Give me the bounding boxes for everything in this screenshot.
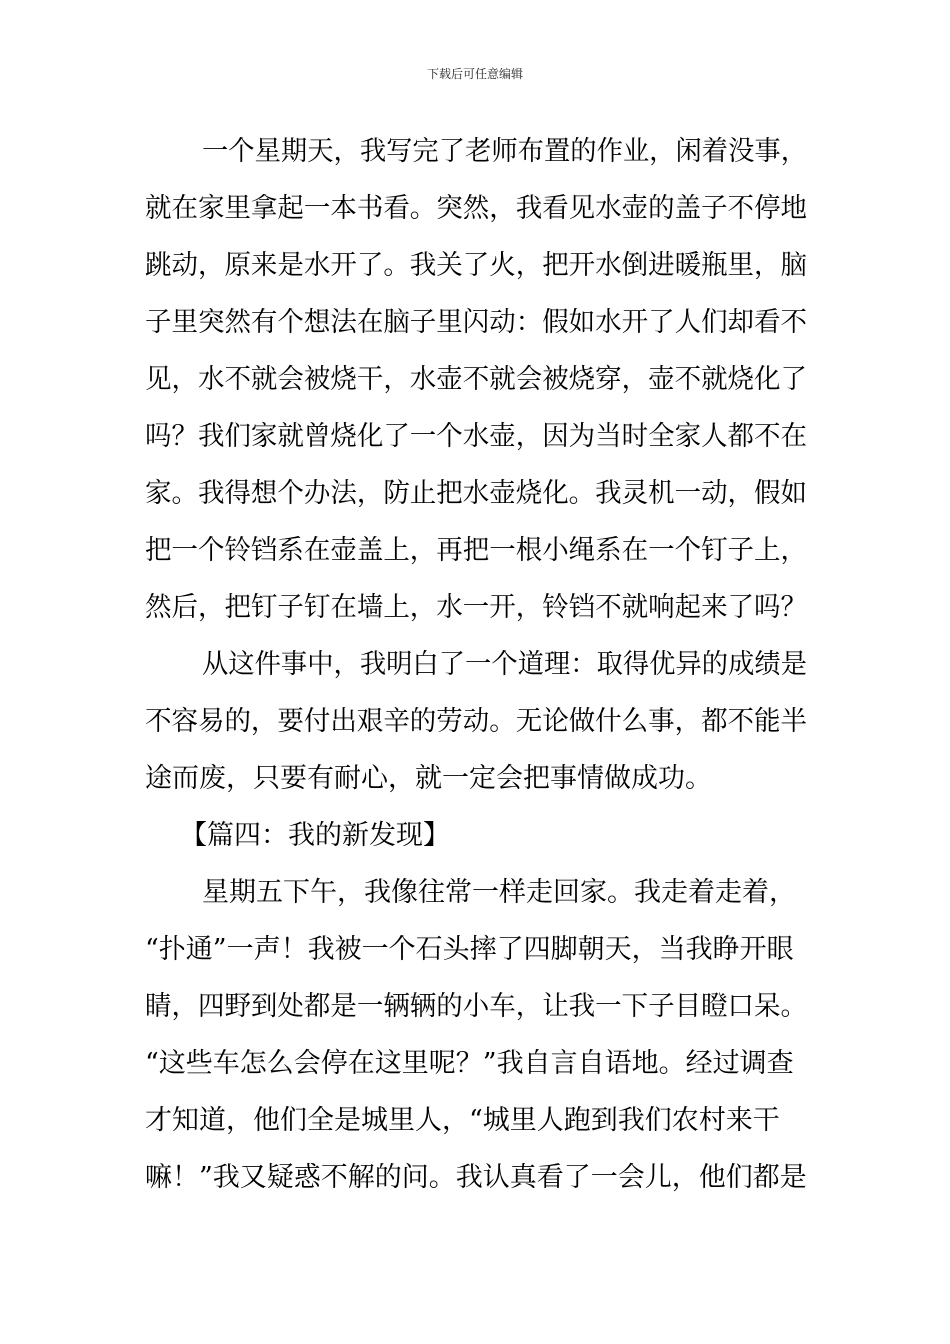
line-text: 跳动，原来是水开了。我关了火，把开水倒进暖瓶里，脑 <box>145 250 807 281</box>
line-text: “扑通”一声！我被一个石头摔了四脚朝天，当我睁开眼 <box>145 934 794 965</box>
line-text: 家。我得想个办法，防止把水壶烧化。我灵机一动，假如 <box>145 478 807 509</box>
line-text: 才知道，他们全是城里人，“城里人跑到我们农村来干 <box>145 1105 780 1136</box>
line-text: 一个星期天，我写完了老师布置的作业，闲着没事， <box>202 136 807 167</box>
line-text: 就在家里拿起一本书看。突然，我看见水壶的盖子不停地 <box>145 193 807 224</box>
line-text: 不容易的，要付出艰辛的劳动。无论做什么事，都不能半 <box>145 706 807 737</box>
line-text: 嘛！”我又疑惑不解的问。我认真看了一会儿，他们都是 <box>145 1162 807 1193</box>
line-text: 然后，把钉子钉在墙上，水一开，铃铛不就响起来了吗？ <box>145 592 807 623</box>
page-header: 下载后可任意编辑 <box>426 67 523 81</box>
line-text: “这些车怎么会停在这里呢？”我自言自语地。经过调查 <box>145 1048 794 1079</box>
line-text: 把一个铃铛系在壶盖上，再把一根小绳系在一个钉子上， <box>145 535 807 566</box>
line-text: 子里突然有个想法在脑子里闪动：假如水开了人们却看不 <box>145 307 807 338</box>
line-text: 吗？我们家就曾烧化了一个水壶，因为当时全家人都不在 <box>145 421 807 452</box>
line-text: 睛，四野到处都是一辆辆的小车，让我一下子目瞪口呆。 <box>145 991 807 1022</box>
line-text: 星期五下午，我像往常一样走回家。我走着走着， <box>202 877 796 908</box>
line-text: 从这件事中，我明白了一个道理：取得优异的成绩是 <box>202 649 807 680</box>
line-text: 见，水不就会被烧干，水壶不就会被烧穿，壶不就烧化了 <box>145 364 807 395</box>
line-text: 途而废，只要有耐心，就一定会把事情做成功。 <box>145 763 712 794</box>
line-text: 【篇四：我的新发现】 <box>180 820 450 851</box>
